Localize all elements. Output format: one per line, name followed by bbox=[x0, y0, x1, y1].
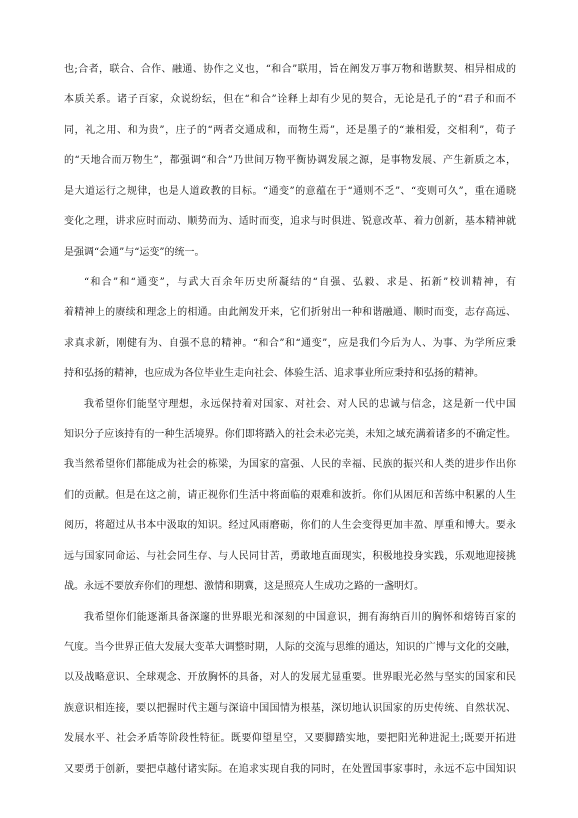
paragraph bbox=[64, 55, 516, 268]
text-line: 知识分子应该持有的一种生活境界。你们即将踏入的社会未必完美，未知之域充满着诸多的不确定性。 bbox=[64, 429, 516, 441]
text-line: 又要勇于创新，要把卓越付诸实际。在追求实现自我的同时，在处置国事家事时，永远不忘中国知识 bbox=[64, 763, 516, 775]
text-line: 发展水平、社会矛盾等阶段性特征。既要仰望星空，又要脚踏实地，要把阳光种进泥土;既要开拓进 bbox=[64, 733, 516, 745]
text-line: 的“天地合而万物生”，都强调“和合”乃世间万物平衡协调发展之源，是事物发展、产生新质之本， bbox=[64, 155, 516, 167]
text-line: 族意识相连接，要以把握时代主题与深谙中国国情为根基，深切地认识国家的历史传统、自然状况、 bbox=[64, 702, 516, 714]
text-line: 是大道运行之规律，也是人道政教的目标。“通变”的意蕴在于“通则不乏”、“变则可久”，重在通晓 bbox=[64, 185, 516, 197]
text-line: 同，礼之用、和为贵”，庄子的“两者交通成和，而物生焉”，还是墨子的“兼相爱，交相利”，荀子 bbox=[64, 124, 516, 136]
text-line: 战。永远不要放弃你们的理想、激情和期冀，这是照亮人生成功之路的一盏明灯。 bbox=[64, 581, 424, 593]
text-line: 我希望你们能坚守理想，永远保持着对国家、对社会、对人民的忠诚与信念，这是新一代中国 bbox=[84, 398, 516, 410]
text-line: 我当然希望你们都能成为社会的栋梁，为国家的富强、人民的幸福、民族的振兴和人类的进步作出你 bbox=[64, 459, 516, 471]
paragraph bbox=[64, 390, 516, 603]
body-text bbox=[64, 55, 516, 785]
text-line: 着精神上的赓续和理念上的相通。由此阐发开来，它们折射出一种和谐融通、顺时而变，志存高远、 bbox=[64, 307, 516, 319]
text-line: 求真求新，刚健有为、自强不息的精神。“和合”和“通变”，应是我们今后为人、为事、为学所应秉 bbox=[64, 337, 516, 349]
text-line: 本质关系。诸子百家，众说纷纭，但在“和合”诠释上却有少见的契合，无论是孔子的“君子和而不 bbox=[64, 94, 516, 106]
text-line: “和合”和“通变”，与武大百余年历史所凝结的“自强、弘毅、求是、拓新”校训精神，有 bbox=[84, 276, 516, 288]
text-line: 持和弘扬的精神，也应成为各位毕业生走向社会、体验生活、追求事业所应秉持和弘扬的精神。 bbox=[64, 368, 484, 380]
paragraph bbox=[64, 268, 516, 390]
text-line: 气度。当今世界正值大发展大变革大调整时期，人际的交流与思维的通达，知识的广博与文化的交融， bbox=[64, 642, 516, 654]
paragraph bbox=[64, 603, 516, 786]
text-line: 远与国家同命运、与社会同生存、与人民同甘苦，勇敢地直面现实，积极地投身实践，乐观地迎接挑 bbox=[64, 550, 516, 562]
text-line: 们的贡献。但是在这之前，请正视你们生活中将面临的艰难和波折。你们从困厄和苦练中积累的人生 bbox=[64, 489, 516, 501]
text-line: 我希望你们能逐渐具备深邃的世界眼光和深刻的中国意识，拥有海纳百川的胸怀和熔铸百家的 bbox=[84, 611, 516, 623]
text-line: 也;合者，联合、合作、融通、协作之义也，“和合”联用，旨在阐发万事万物和谐默契、相异相成的 bbox=[64, 64, 516, 75]
text-line: 以及战略意识、全球观念、开放胸怀的具备，对人的发展尤显重要。世界眼光必然与坚实的国家和民 bbox=[64, 672, 516, 684]
text-line: 是强调“会通”与“运变”的统一。 bbox=[64, 246, 205, 258]
text-line: 变化之理，讲求应时而动、顺势而为、适时而变，追求与时俱进、锐意改革、着力创新，基本精神就 bbox=[64, 216, 516, 228]
text-line: 阅历，将超过从书本中汲取的知识。经过风雨磨砺，你们的人生会变得更加丰盈、厚重和博大。要永 bbox=[64, 520, 516, 532]
